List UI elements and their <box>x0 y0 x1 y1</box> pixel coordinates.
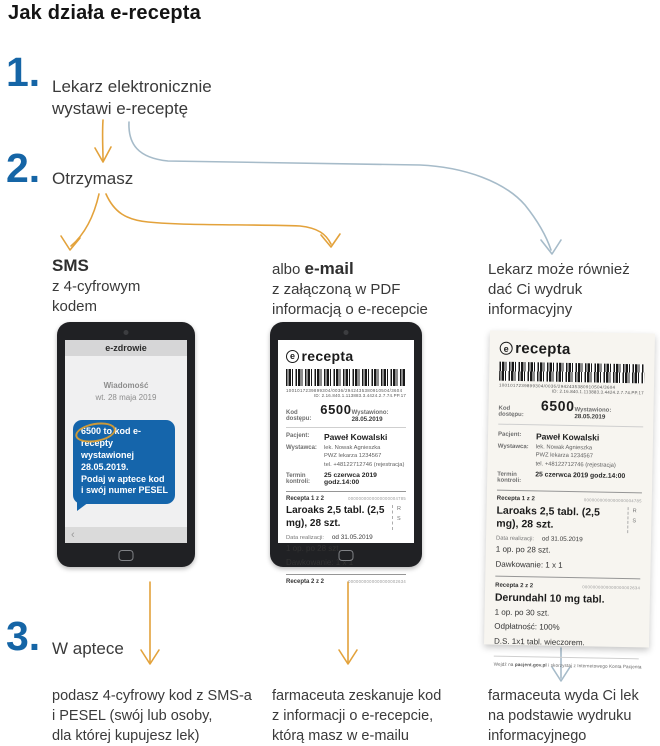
phone-camera-dot <box>344 330 349 335</box>
divider <box>494 655 639 659</box>
followup-row: Termin kontroli: 25 czerwca 2019 godz.14:00 <box>286 472 377 487</box>
e-recepta-logo: e recepta <box>286 348 406 364</box>
issuer-row: Wystawca: lek. Nowak Agnieszka PWZ lekarza 1234567 tel. +48122712746 (rejestracja) <box>286 445 405 468</box>
barcode-id: ID: 2.16.840.1.113883.3.4424.2.7.74.PP.17 <box>313 392 406 398</box>
rx1-pack: 1 op. po 28 szt. <box>286 544 341 554</box>
rx1-header: Recepta 1 z 2 0000000000000000004785 <box>496 495 642 504</box>
caption-sms: podasz 4-cyfrowy kod z SMS-a i PESEL (swój lub osoby, dla której kupujesz lek) <box>52 688 252 744</box>
page-title: Jak działa e-recepta <box>8 2 201 24</box>
rx1-pack: 1 op. po 28 szt. <box>495 545 551 556</box>
rx2-header: Recepta 2 z 2 0000000000000000002634 <box>495 582 641 590</box>
sms-app-title: e-zdrowie <box>65 340 187 356</box>
patient-name: Paweł Kowalski <box>324 431 388 442</box>
logo-e-icon: e <box>500 342 513 355</box>
sms-message-bubble: 6500 to kod e-recepty wystawionej 28.05.2019. Podaj w aptece kod i swój numer PESEL <box>73 420 175 504</box>
e-recepta-logo: e recepta <box>500 340 645 360</box>
email-phone <box>270 322 422 586</box>
step-3-number: 3. <box>6 613 41 659</box>
column-header-email: albo e-mail z załączoną w PDF informacją o e-recepcie <box>272 259 428 319</box>
home-button-icon <box>339 550 354 561</box>
column-header-sms: SMS z 4-cyfrowym kodem <box>52 256 141 316</box>
paper-footer: Wejdź na pacjent.gov.pl i skorzystaj z Internetowego Konta Pacjenta <box>493 661 642 670</box>
patient-row: Pacjent: Paweł Kowalski <box>497 430 600 443</box>
divider <box>495 576 640 580</box>
rx1-drug-row <box>286 505 406 530</box>
access-code: 6500 <box>320 401 352 417</box>
caption-printout: farmaceuta wyda Ci lek na podstawie wydruku informacyjnego <box>488 688 639 744</box>
sms-meta: Wiadomość wt. 28 maja 2019 <box>95 381 157 403</box>
access-code: 6500 <box>540 396 575 414</box>
phone-camera-dot <box>124 330 129 335</box>
rx2-header: Recepta 2 z 2 0000000000000000002634 <box>286 579 406 586</box>
home-button-icon <box>119 550 134 561</box>
rx1-drug-row <box>496 505 641 534</box>
rx2-pack: 1 op. po 30 szt. <box>494 607 550 618</box>
rx1-dosage: Dawkowanie: 1 x 1 <box>286 558 354 568</box>
column-header-printout: Lekarz może również dać Ci wydruk informacyjny <box>488 261 630 318</box>
rx1-dosage: Dawkowanie: 1 x 1 <box>495 559 563 570</box>
rx2-drug: Derundahl 10 mg tabl. <box>494 591 605 606</box>
email-phone-screen <box>278 340 414 586</box>
back-chevron-icon: ‹ <box>71 529 75 541</box>
paper-printout <box>484 330 655 670</box>
sms-phone-screen <box>65 340 187 543</box>
rx2-drug-row <box>495 591 640 607</box>
barcode-id: ID: 2.16.840.1.113883.3.4424.2.7.74.PP.17 <box>551 388 644 395</box>
rx1-date-row: Data realizacji: od 31.05.2019 <box>495 535 583 544</box>
rx-marks: R S <box>627 507 642 534</box>
access-code-row: Kod dostępu: 6500 Wystawiono: 28.05.2019 <box>498 396 612 421</box>
step-1-number: 1. <box>6 49 41 95</box>
bubble-tail <box>77 502 89 511</box>
rx2-ds: D.S. 1x1 tabl. wieczorem. <box>493 636 585 648</box>
sms-bottom-bar <box>65 527 187 543</box>
rx1-drug: Laroaks 2,5 tabl. (2,5 mg), 28 szt. <box>496 504 600 531</box>
divider <box>286 574 406 575</box>
step-2-number: 2. <box>6 145 41 191</box>
rx1-drug: Laroaks 2,5 tabl. (2,5 mg), 28 szt. <box>286 505 385 529</box>
sms-phone <box>57 322 195 567</box>
rx1-date-row: Data realizacji: od 31.05.2019 <box>286 533 373 541</box>
barcode-number: 1001017239899304/0036/2942435380910504/3604 <box>498 382 616 390</box>
divider <box>286 491 406 492</box>
followup-row: Termin kontroli: 25 czerwca 2019 godz.14:00 <box>497 471 626 485</box>
barcode <box>499 362 644 384</box>
logo-e-icon: e <box>286 350 299 363</box>
divider <box>286 427 406 428</box>
step-2-text: Otrzymasz <box>52 169 134 188</box>
patient-name: Paweł Kowalski <box>535 430 600 443</box>
access-code-row: Kod dostępu: 6500 Wystawiono: 28.05.2019 <box>286 401 389 423</box>
rx2-payment: Odpłatność: 100% <box>494 622 560 633</box>
patient-row: Pacjent: Paweł Kowalski <box>286 431 388 442</box>
barcode-number: 1001017239899304/0036/2942435380910504/3604 <box>286 387 403 393</box>
divider <box>497 489 642 493</box>
divider <box>498 424 643 428</box>
rx-marks: R S <box>392 505 406 530</box>
caption-email: farmaceuta zeskanuje kod z informacji o e-recepcie, którą masz w e-mailu <box>272 688 442 744</box>
rx1-header: Recepta 1 z 2 0000000000000000004785 <box>286 496 406 503</box>
issuer-row: Wystawca: lek. Nowak Agnieszka PWZ lekarza 1234567 tel. +48122712746 (rejestracja) <box>497 443 616 469</box>
step-3-text: W aptece <box>52 639 124 658</box>
barcode <box>286 369 406 386</box>
step-1-text: Lekarz elektronicznie wystawi e-receptę <box>52 77 212 119</box>
